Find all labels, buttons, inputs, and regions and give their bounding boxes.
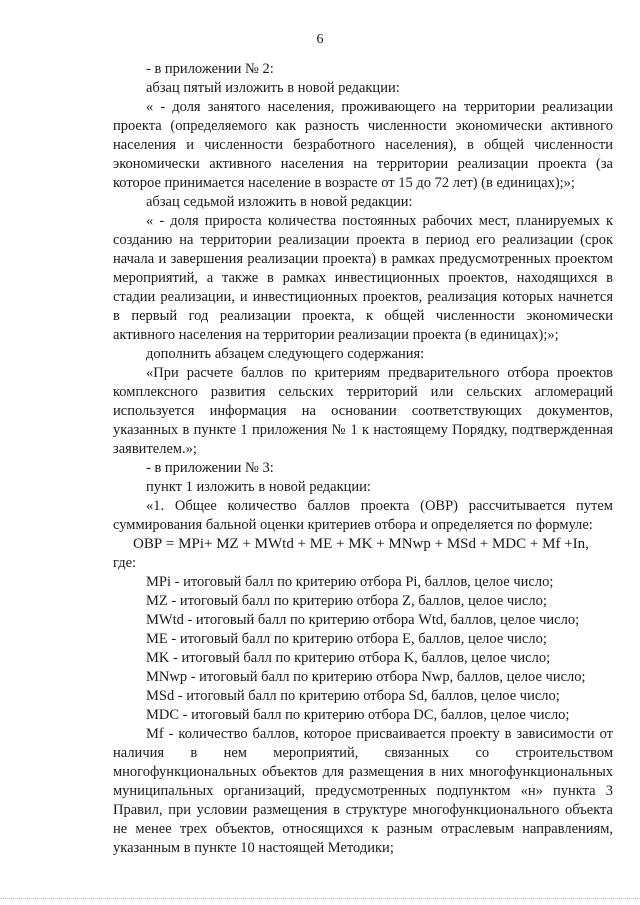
final-paragraph: Mf - количество баллов, которое присваивается проекту в зависимости от наличия в нем мероприятий, связанных со строительством многофункциональных объектов для размещения в них многофункциональных муниципальных организаций, предусмотренных подпунктом «н» пункта 3 Правил, при условии размещения в структуре многофункционального объекта не менее трех объектов, относящихся к разным отраслевым направлениям, указанным в пункте 10 настоящей Методики;	[113, 726, 613, 856]
page-bottom-divider	[0, 898, 640, 899]
paragraph: абзац пятый изложить в новой редакции:	[146, 80, 400, 96]
paragraph: « - доля прироста количества постоянных рабочих мест, планируемых к созданию на территории реализации проекта в период его реализации (срок начала и завершения реализации проекта) в рамках предусмотренных проектом мероприятий, а также в рамках инвестиционных проектов, находящихся в стадии реализации, и инвестиционных проектов, реализация которых начнется в первый год реализации проекта, к общей численности экономически активного населения на территории реализации проекта (в единицах);»;	[113, 213, 613, 343]
definition-item: MK - итоговый балл по критерию отбора K, баллов, целое число;	[146, 650, 551, 666]
paragraph: «1. Общее количество баллов проекта (ОВР) рассчитывается путем суммирования бальной оценки критериев отбора и определяется по формуле:	[113, 498, 613, 533]
paragraph: « - доля занятого населения, проживающего на территории реализации проекта (определяемого как разность численности экономически активного населения и численности безработного населения), в общей численности экономически активного населения на территории реализации проекта (за которое принимается население в возрасте от 15 до 72 лет) (в единицах);»;	[113, 99, 613, 191]
definition-list	[146, 573, 613, 725]
paragraph: пункт 1 изложить в новой редакции:	[146, 479, 371, 495]
paragraph: абзац седьмой изложить в новой редакции:	[146, 194, 413, 210]
paragraph: - в приложении № 2:	[146, 61, 274, 77]
where-label: где:	[113, 555, 137, 571]
document-body	[113, 60, 613, 858]
definition-item: MNwp - итоговый балл по критерию отбора Nwp, баллов, целое число;	[146, 669, 586, 685]
definition-item: MDC - итоговый балл по критерию отбора DC, баллов, целое число;	[146, 707, 570, 723]
definition-item: MZ - итоговый балл по критерию отбора Z, баллов, целое число;	[146, 593, 547, 609]
definition-item: ME - итоговый балл по критерию отбора E, баллов, целое число;	[146, 631, 547, 647]
formula: ОВР = MPi+ MZ + MWtd + ME + MK + MNwp + MSd + MDC + Mf +In,	[133, 536, 589, 552]
paragraph: «При расчете баллов по критериям предварительного отбора проектов комплексного развития сельских территорий или сельских агломераций используется информация на основании соответствующих документов, указанных в пункте 1 приложения № 1 к настоящему Порядку, подтвержденная заявителем.»;	[113, 365, 613, 457]
definition-item: MWtd - итоговый балл по критерию отбора Wtd, баллов, целое число;	[146, 612, 580, 628]
page-number: 6	[316, 32, 324, 47]
definition-item: MSd - итоговый балл по критерию отбора Sd, баллов, целое число;	[146, 688, 560, 704]
paragraph: дополнить абзацем следующего содержания:	[146, 346, 425, 362]
definition-item: MPi - итоговый балл по критерию отбора Pi, баллов, целое число;	[146, 574, 554, 590]
paragraph: - в приложении № 3:	[146, 460, 274, 476]
